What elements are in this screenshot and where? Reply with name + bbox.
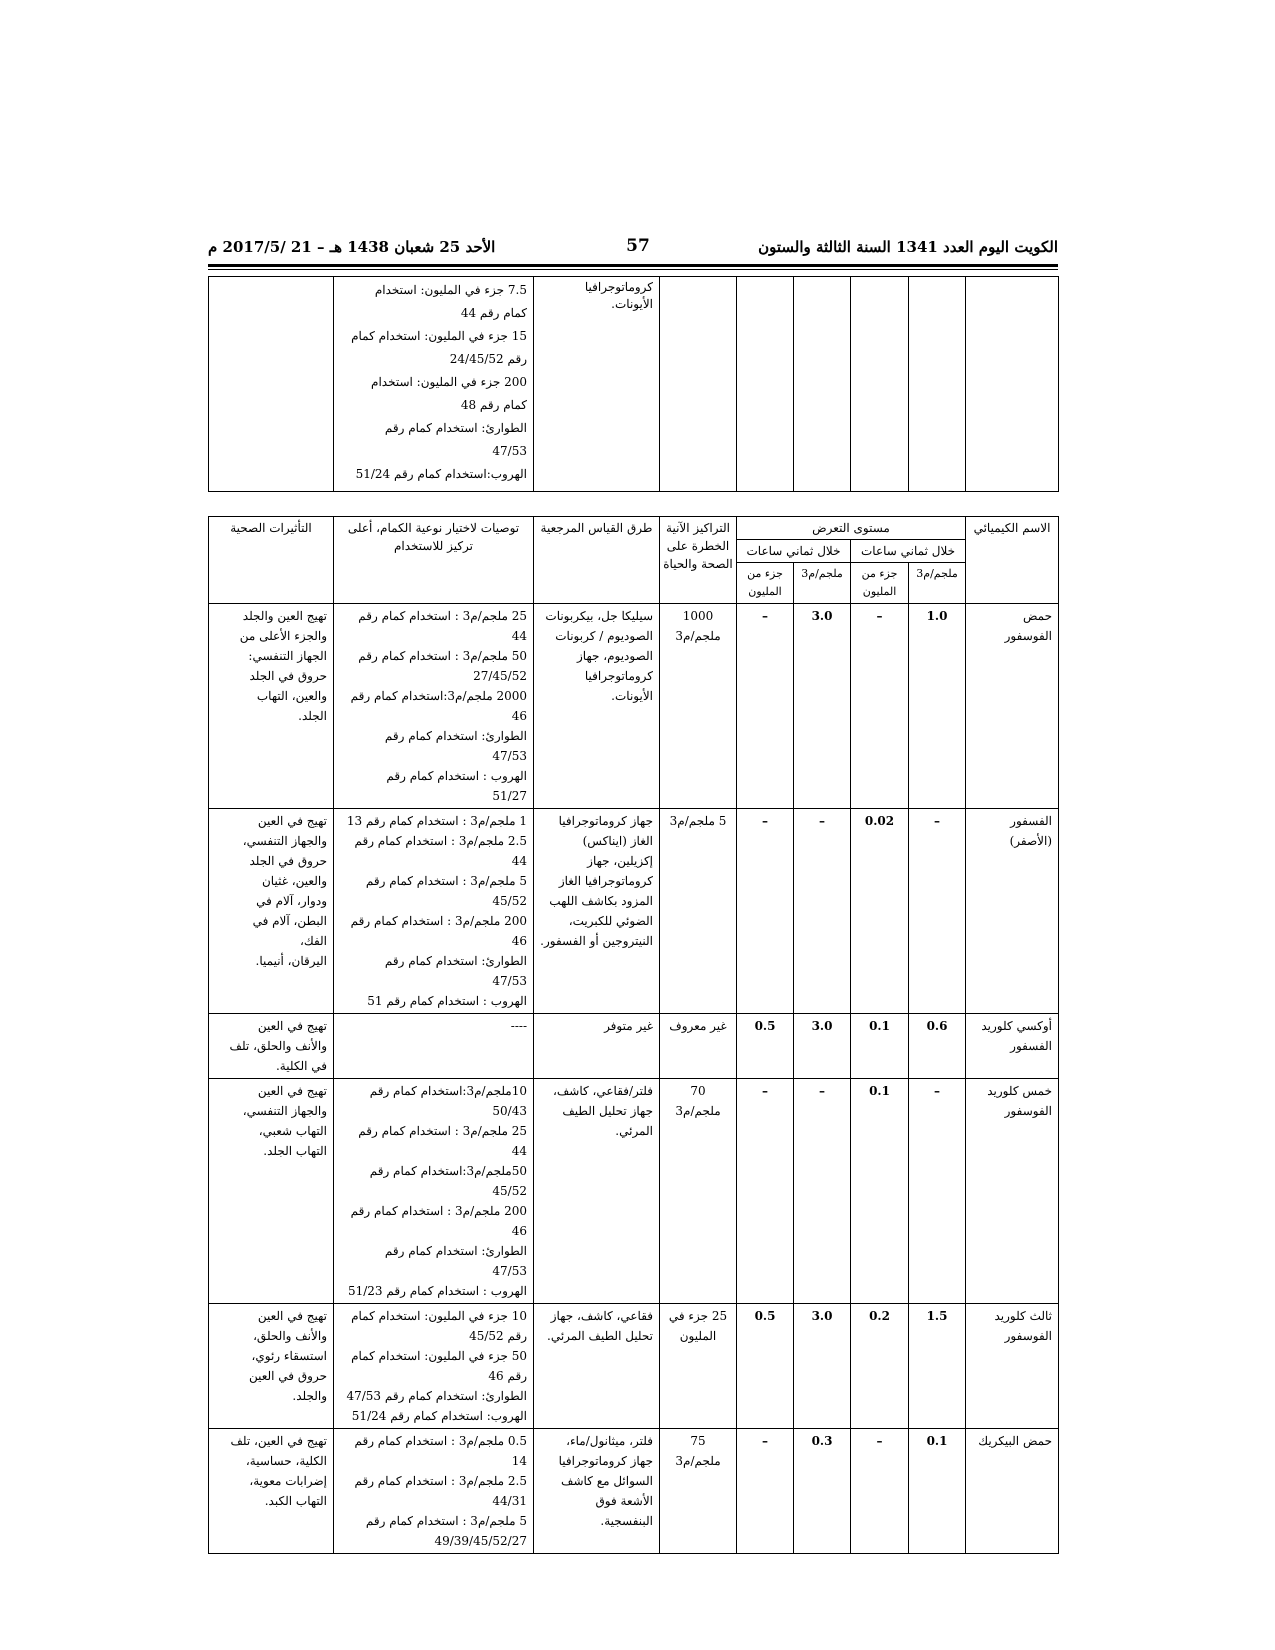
recommendations-cell <box>334 604 534 809</box>
cell-line: والأنف والحلق، تلف <box>229 1039 327 1053</box>
value-mg-a-cell: 1.0 <box>909 604 966 809</box>
recommendations-cell <box>334 1079 534 1304</box>
method-cell <box>534 1304 660 1429</box>
value-mg-b-cell: 3.0 <box>794 1304 851 1429</box>
recommendations-cell <box>334 1014 534 1079</box>
cell-line: السوائل مع كاشف <box>561 1474 653 1488</box>
method-cell <box>534 809 660 1014</box>
cell-line: 200 ملجم/م3 : استخدام كمام رقم <box>350 914 527 928</box>
cell-line: 15 جزء في المليون: استخدام كمام <box>351 329 527 343</box>
table-row <box>209 1304 1059 1429</box>
cell-line: أوكسي كلوريد <box>981 1019 1053 1033</box>
value-mg-b-cell: 3.0 <box>794 1014 851 1079</box>
cell-line: غير معروف <box>669 1019 727 1033</box>
value-mg-a-cell: – <box>909 809 966 1014</box>
concentration-cell <box>660 1079 737 1304</box>
value-ppm-b-cell: 0.5 <box>737 1304 794 1429</box>
cell-line: 49/39/45/52/27 <box>434 1534 527 1548</box>
cell-line: تهيج في العين <box>257 814 327 828</box>
cell-line: 10ملجم/م3:استخدام كمام رقم <box>369 1084 527 1098</box>
cell-line: 50ملجم/م3:استخدام كمام رقم <box>369 1164 527 1178</box>
cell-line: الضوئي للكبريت، <box>568 914 653 928</box>
cell-line: الطوارئ: استخدام كمام رقم <box>384 729 527 743</box>
concentration-cell <box>660 604 737 809</box>
cell-line: 46 <box>511 934 527 948</box>
cell-line: 25 ملجم/م3 : استخدام كمام رقم <box>358 609 527 623</box>
cell-line: رقم 46 <box>488 1369 527 1383</box>
chemical-name-cell <box>966 1429 1059 1554</box>
cell-line: الصوديوم / كربونات <box>555 629 653 643</box>
header-chemical-name: الاسم الكيميائي <box>966 517 1059 604</box>
cell-line: الطوارئ: استخدام كمام رقم <box>384 954 527 968</box>
recommendations-cell <box>334 809 534 1014</box>
effects-cell <box>209 604 334 809</box>
cell-line: الكلية، حساسية، <box>245 1454 327 1468</box>
table-row <box>209 809 1059 1014</box>
cell-line: المرئي. <box>615 1124 653 1138</box>
cell-line: 0.5 ملجم/م3 : استخدام كمام رقم <box>354 1434 527 1448</box>
cell-line: ثالث كلوريد <box>994 1309 1053 1323</box>
cell-line: 27/45/52 <box>473 669 527 683</box>
table-row <box>209 1014 1059 1079</box>
cell-line: ملجم/م3 <box>675 1104 721 1118</box>
cell-line: كروماتوجرافيا الغاز <box>558 874 653 888</box>
cell-line: الطوارئ: استخدام كمام رقم <box>384 421 527 435</box>
header-concentration: التراكيز الآنية الخطرة على الصحة والحياة <box>660 517 737 604</box>
cell-line: إضرابات معوية، <box>249 1474 327 1488</box>
cell-line: 50/43 <box>492 1104 527 1118</box>
value-mg-a-cell: 0.6 <box>909 1014 966 1079</box>
cell-line: 47/53 <box>492 444 527 458</box>
exposure-table <box>208 516 1059 1554</box>
cell-line: اليرقان، أنيميا. <box>255 954 327 968</box>
cell-line: 1000 <box>682 609 714 623</box>
cell-line: والجزء الأعلى من <box>239 629 327 643</box>
cell-line: والجهاز التنفسي، <box>242 834 327 848</box>
value-ppm-a-cell: – <box>851 604 909 809</box>
cell-line: (الأصفر) <box>1009 834 1053 848</box>
page-number: 57 <box>626 236 650 256</box>
cell-line: جهاز كروماتوجرافيا <box>558 814 653 828</box>
header-eight-hours-b: خلال ثماني ساعات <box>737 540 851 563</box>
cell-line: الصوديوم، جهاز <box>577 649 653 663</box>
cont-conc-cell <box>660 277 737 492</box>
cell-line: الهروب : استخدام كمام رقم 51/23 <box>347 1284 527 1298</box>
value-mg-b-cell: 0.3 <box>794 1429 851 1554</box>
cell-line: 47/53 <box>492 1264 527 1278</box>
header-eight-hours-a: خلال ثماني ساعات <box>851 540 966 563</box>
cell-line: حروق في الجلد <box>249 854 327 868</box>
effects-cell <box>209 809 334 1014</box>
cell-line: فلتر/فقاعي، كاشف، <box>552 1084 653 1098</box>
cell-line: كمام رقم 44 <box>460 306 527 320</box>
cell-line: المزود بكاشف اللهب <box>549 894 653 908</box>
method-cell <box>534 604 660 809</box>
cell-line: 50 ملجم/م3 : استخدام كمام رقم <box>358 649 527 663</box>
method-cell <box>534 1429 660 1554</box>
concentration-cell <box>660 1014 737 1079</box>
header-rule-thin <box>208 269 1058 270</box>
header-publication: الكويت اليوم العدد 1341 السنة الثالثة والستون <box>758 238 1058 256</box>
cell-line: خمس كلوريد <box>987 1084 1053 1098</box>
cell-line: 46 <box>511 1224 527 1238</box>
cell-line: البطن، آلام في <box>252 914 327 928</box>
header-recommendations: توصيات لاختيار نوعية الكمام، أعلى تركيز للاستخدام <box>334 517 534 604</box>
cell-line: تحليل الطيف المرئي. <box>547 1329 653 1343</box>
cell-line: الهروب : استخدام كمام رقم <box>386 769 527 783</box>
recommendations-cell <box>334 1429 534 1554</box>
cell-line: ---- <box>510 1019 527 1033</box>
cell-line: 14 <box>511 1454 527 1468</box>
value-ppm-b-cell: 0.5 <box>737 1014 794 1079</box>
cell-line: 70 <box>690 1084 706 1098</box>
cell-line: الهروب: استخدام كمام رقم 51/24 <box>351 1409 527 1423</box>
cell-line: جهاز تحليل الطيف <box>562 1104 653 1118</box>
cell-line: إكزيلين، جهاز <box>587 854 653 868</box>
value-ppm-a-cell: 0.2 <box>851 1304 909 1429</box>
cell-line: التهاب الجلد. <box>263 1144 327 1158</box>
table-row <box>209 1079 1059 1304</box>
cell-line: ملجم/م3 <box>675 629 721 643</box>
cont-value-cell <box>909 277 966 492</box>
header-ppm-b: جزء من المليون <box>737 563 794 604</box>
value-ppm-a-cell: – <box>851 1429 909 1554</box>
cont-name-cell <box>966 277 1059 492</box>
cell-line: الفوسفور <box>1004 1104 1053 1118</box>
value-ppm-b-cell: – <box>737 1079 794 1304</box>
cell-line: حروق في العين <box>248 1369 327 1383</box>
cell-line: والجهاز التنفسي، <box>242 1104 327 1118</box>
cell-line: غير متوفر <box>604 1019 653 1033</box>
cell-line: رقم 45/52 <box>469 1329 527 1343</box>
effects-cell <box>209 1304 334 1429</box>
cell-line: تهيج في العين <box>257 1084 327 1098</box>
cell-line: تهيج في العين <box>257 1309 327 1323</box>
cell-line: الفك، <box>299 934 327 948</box>
cell-line: 2.5 ملجم/م3 : استخدام كمام رقم <box>354 1474 527 1488</box>
effects-cell <box>209 1429 334 1554</box>
cell-line: 200 جزء في المليون: استخدام <box>371 375 527 389</box>
cell-line: الجلد. <box>298 709 327 723</box>
value-ppm-b-cell: – <box>737 809 794 1014</box>
method-cell <box>534 1014 660 1079</box>
cont-value-cell <box>737 277 794 492</box>
value-mg-a-cell: 0.1 <box>909 1429 966 1554</box>
cell-line: ملجم/م3 <box>675 1454 721 1468</box>
header-method: طرق القياس المرجعية <box>534 517 660 604</box>
cell-line: الطوارئ: استخدام كمام رقم <box>384 1244 527 1258</box>
header-rule <box>208 264 1058 267</box>
cell-line: 50 جزء في المليون: استخدام كمام <box>351 1349 527 1363</box>
header-exposure-level: مستوى التعرض <box>737 517 966 540</box>
cell-line: 25 ملجم/م3 : استخدام كمام رقم <box>358 1124 527 1138</box>
concentration-cell <box>660 1429 737 1554</box>
cell-line: الأشعة فوق البنفسجية. <box>595 1494 653 1528</box>
cell-line: حمض البيكريك <box>978 1434 1053 1448</box>
method-cell <box>534 1079 660 1304</box>
cont-value-cell <box>851 277 909 492</box>
cell-line: والأنف والحلق، <box>253 1329 327 1343</box>
value-ppm-b-cell: – <box>737 604 794 809</box>
cell-line: 7.5 جزء في المليون: استخدام <box>374 283 527 297</box>
cell-line: فقاعي، كاشف، جهاز <box>550 1309 653 1323</box>
cell-line: 51/27 <box>492 789 527 803</box>
cont-recommendations-cell <box>334 277 534 492</box>
cell-line: الأيونات. <box>611 297 653 311</box>
value-mg-b-cell: – <box>794 809 851 1014</box>
header-ppm-a: جزء من المليون <box>851 563 909 604</box>
cell-line: حمض الفوسفور <box>1004 609 1053 643</box>
cell-line: الفسفور <box>1010 1039 1053 1053</box>
chemical-name-cell <box>966 604 1059 809</box>
cell-line: فلتر، ميثانول/ماء، <box>566 1434 653 1448</box>
cont-method-cell <box>534 277 660 492</box>
cell-line: المليون <box>679 1329 717 1343</box>
cell-line: في الكلية. <box>275 1059 327 1073</box>
cell-line: الطوارئ: استخدام كمام رقم 47/53 <box>346 1389 527 1403</box>
value-mg-b-cell: 3.0 <box>794 604 851 809</box>
cell-line: 44/31 <box>492 1494 527 1508</box>
cell-line: 44 <box>511 854 527 868</box>
cell-line: جهاز كروماتوجرافيا <box>558 1454 653 1468</box>
cell-line: 47/53 <box>492 974 527 988</box>
cont-effects-cell <box>209 277 334 492</box>
value-ppm-a-cell: 0.02 <box>851 809 909 1014</box>
effects-cell <box>209 1014 334 1079</box>
cell-line: 25 جزء في <box>668 1309 728 1323</box>
cell-line: 1 ملجم/م3 : استخدام كمام رقم 13 <box>346 814 527 828</box>
cell-line: الفوسفور <box>1004 1329 1053 1343</box>
cell-line: 5 ملجم/م3 : استخدام كمام رقم <box>365 874 527 888</box>
recommendations-cell <box>334 1304 534 1429</box>
cell-line: الهروب:استخدام كمام رقم 51/24 <box>355 467 527 481</box>
cell-line: كروماتوجرافيا <box>584 669 653 683</box>
value-ppm-b-cell: – <box>737 1429 794 1554</box>
cell-line: 200 ملجم/م3 : استخدام كمام رقم <box>350 1204 527 1218</box>
cell-line: 5 ملجم/م3 : استخدام كمام رقم <box>365 1514 527 1528</box>
cell-line: كروماتوجرافيا <box>584 280 653 294</box>
chemical-name-cell <box>966 1014 1059 1079</box>
cell-line: 44 <box>511 629 527 643</box>
cell-line: والجلد. <box>292 1389 327 1403</box>
header-mg-b: ملجم/م3 <box>794 563 851 604</box>
cell-line: الجهاز التنفسي: <box>248 649 327 663</box>
cell-line: الفسفور <box>1010 814 1053 828</box>
concentration-cell <box>660 809 737 1014</box>
cell-line: رقم 24/45/52 <box>449 352 527 366</box>
effects-cell <box>209 1079 334 1304</box>
value-mg-b-cell: – <box>794 1079 851 1304</box>
cell-line: والعين، التهاب <box>256 689 327 703</box>
header-effects: التأثيرات الصحية <box>209 517 334 604</box>
cell-line: 10 جزء في المليون: استخدام كمام <box>351 1309 527 1323</box>
cell-line: تهيج العين والجلد <box>242 609 327 623</box>
cell-line: 44 <box>511 1144 527 1158</box>
cell-line: والعين، غثيان <box>261 874 327 888</box>
cell-line: 45/52 <box>492 1184 527 1198</box>
cell-line: التهاب الكبد. <box>264 1494 327 1508</box>
cell-line: التهاب شعبي، <box>258 1124 327 1138</box>
cell-line: النيتروجين أو الفسفور. <box>540 934 653 948</box>
cell-line: حروق في الجلد <box>249 669 327 683</box>
table-row <box>209 604 1059 809</box>
cont-value-cell <box>794 277 851 492</box>
chemical-name-cell <box>966 1079 1059 1304</box>
table-row <box>209 1429 1059 1554</box>
value-mg-a-cell: – <box>909 1079 966 1304</box>
chemical-name-cell <box>966 1304 1059 1429</box>
cell-line: كمام رقم 48 <box>460 398 527 412</box>
cell-line: 2.5 ملجم/م3 : استخدام كمام رقم <box>354 834 527 848</box>
cell-line: سيليكا جل، بيكربونات <box>545 609 653 623</box>
value-ppm-a-cell: 0.1 <box>851 1014 909 1079</box>
cell-line: 75 <box>690 1434 706 1448</box>
cell-line: ودوار، آلام في <box>256 894 327 908</box>
cell-line: الأيونات. <box>611 689 653 703</box>
cell-line: 5 ملجم/م3 <box>669 814 727 828</box>
cell-line: الهروب : استخدام كمام رقم 51 <box>367 994 527 1008</box>
header-date: الأحد 25 شعبان 1438 هـ – 21 /2017/5 م <box>208 238 496 256</box>
concentration-cell <box>660 1304 737 1429</box>
cell-line: استسقاء رئوي، <box>251 1349 327 1363</box>
cell-line: تهيج في العين، تلف <box>230 1434 327 1448</box>
chemical-name-cell <box>966 809 1059 1014</box>
cell-line: 45/52 <box>492 894 527 908</box>
continuation-table <box>208 276 1059 492</box>
cell-line: تهيج في العين <box>257 1019 327 1033</box>
cell-line: الغاز (ايناكس) <box>582 834 653 848</box>
cell-line: 2000 ملجم/م3:استخدام كمام رقم <box>350 689 527 703</box>
header-mg-a: ملجم/م3 <box>909 563 966 604</box>
cell-line: 47/53 <box>492 749 527 763</box>
value-mg-a-cell: 1.5 <box>909 1304 966 1429</box>
value-ppm-a-cell: 0.1 <box>851 1079 909 1304</box>
cell-line: 46 <box>511 709 527 723</box>
